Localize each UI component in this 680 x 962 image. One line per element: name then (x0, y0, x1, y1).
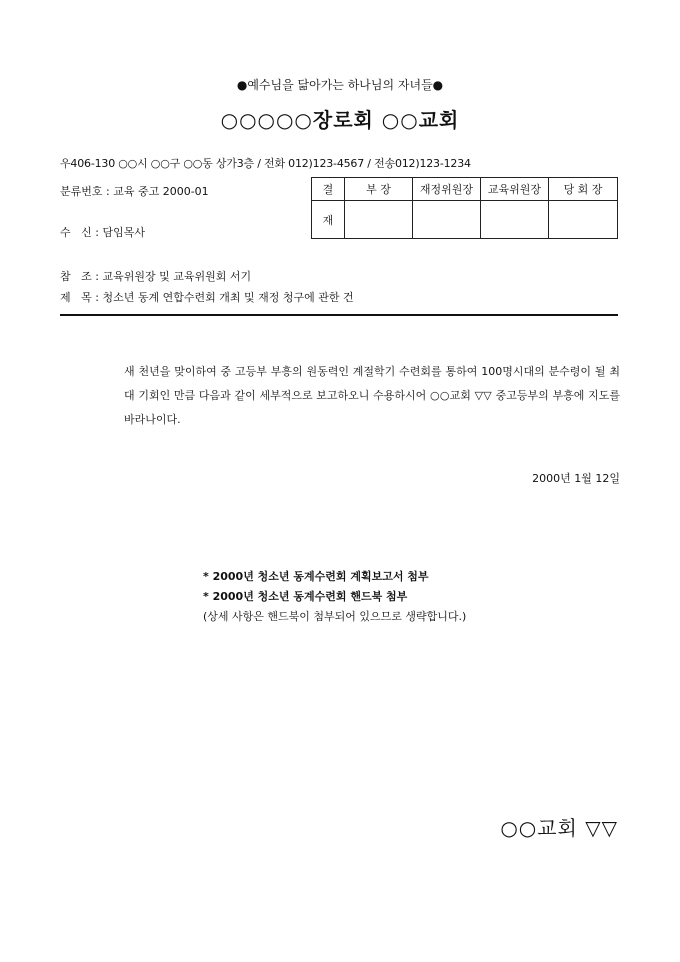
attachment-note: (상세 사항은 핸드북이 첨부되어 있으므로 생략합니다.) (203, 610, 467, 623)
recipient-value: 담임목사 (102, 226, 145, 239)
motto: ●예수님을 닮아가는 하나님의 자녀들● (236, 78, 444, 92)
recipient-label: 수 신 : (60, 226, 103, 239)
attachment-item: * 2000년 청소년 동계수련회 핸드북 첨부 (203, 590, 408, 603)
signature-box (345, 201, 413, 239)
recipient-field (60, 224, 145, 240)
subject-label: 제 목 : (60, 291, 103, 304)
church-address: 우406-130 ○○시 ○○구 ○○동 상가3층 / 전화 012)123-4567 / 전송012)123-1234 (60, 157, 471, 170)
reference-value: 교육위원장 및 교육위원회 서기 (102, 270, 252, 283)
approval-side-top: 결 (312, 178, 345, 201)
reference-label: 참 조 : (60, 270, 103, 283)
sender-signature: ○○교회 ▽▽ (500, 816, 618, 840)
classification-value: 교육 중고 2000-01 (113, 185, 209, 198)
reference-field (60, 268, 251, 284)
body-paragraph: 새 천년을 맞이하여 중 고등부 부흥의 원동력인 계절학기 수련회를 통하여 100명시대의 분수령이 될 최대 기회인 만큼 다음과 같이 세부적으로 보고하오니 수용하시어 ○○교회 ▽▽ 중고등부의 부흥에 지도를 바라나이다. (124, 365, 620, 426)
document-title: ○○○○○장로회 ○○교회 (220, 108, 460, 132)
signature-box (413, 201, 481, 239)
signature-box (549, 201, 618, 239)
approval-side-bottom: 재 (312, 201, 345, 239)
approval-col-education-chair: 교육위원장 (481, 178, 549, 201)
header-divider (60, 314, 618, 316)
classification-label: 분류번호 : (60, 185, 114, 198)
approval-col-dept-head: 부 장 (345, 178, 413, 201)
signature-box (481, 201, 549, 239)
approval-col-session-chair: 당 회 장 (549, 178, 618, 201)
approval-table (311, 177, 618, 239)
subject-field (60, 289, 354, 305)
approval-col-finance-chair: 재정위원장 (413, 178, 481, 201)
document-date: 2000년 1월 12일 (532, 472, 620, 485)
classification-field (60, 183, 209, 199)
subject-value: 청소년 동계 연합수련회 개최 및 재정 청구에 관한 건 (102, 291, 354, 304)
attachment-item: * 2000년 청소년 동계수련회 계획보고서 첨부 (203, 570, 429, 583)
